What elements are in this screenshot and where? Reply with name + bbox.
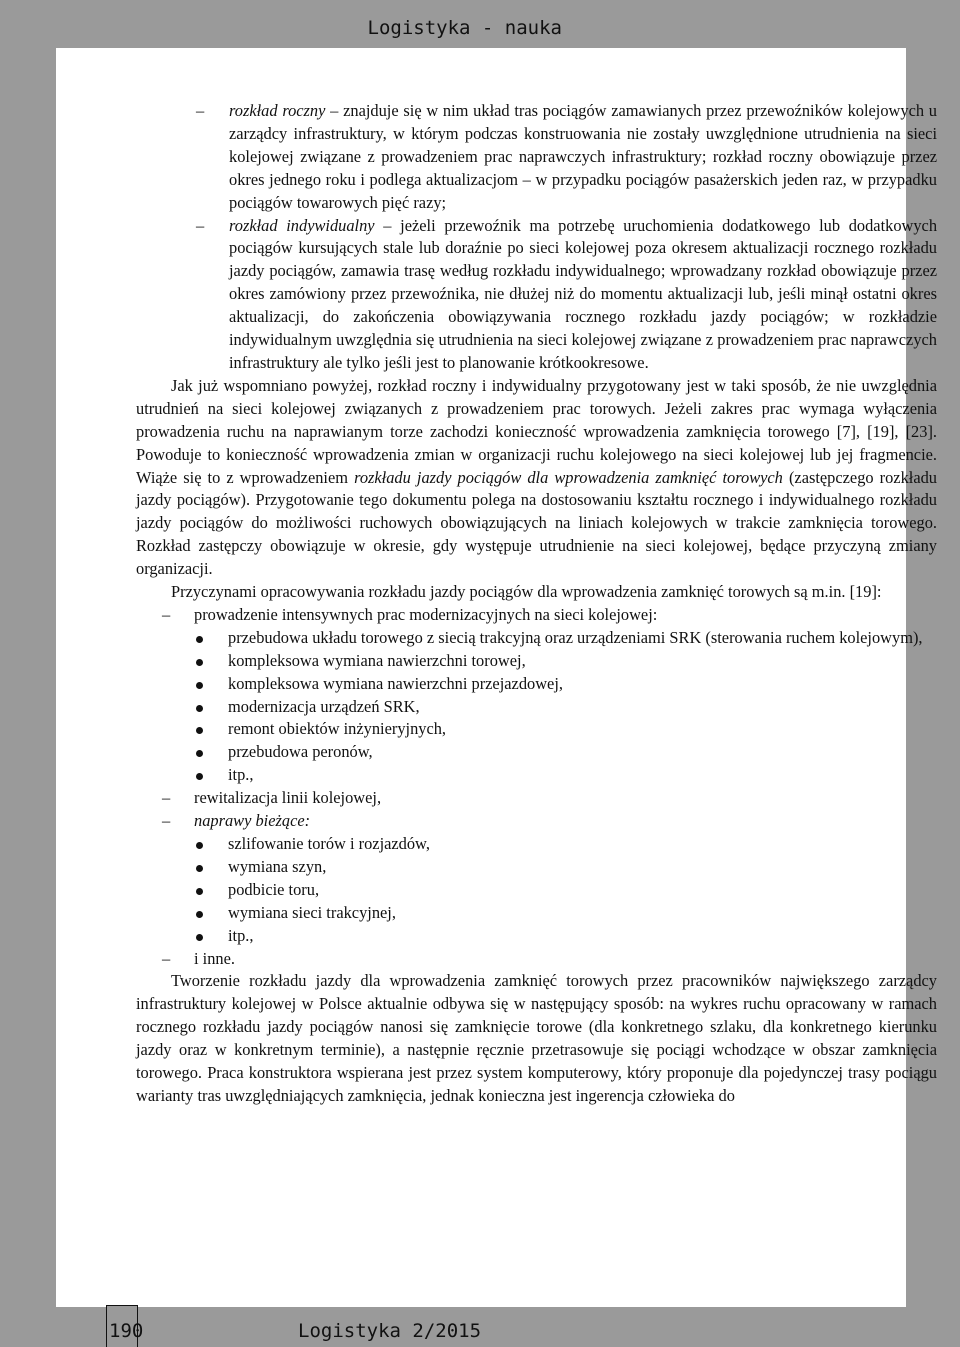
sub-item-text: przebudowa układu torowego z siecią trakcyjną oraz urządzeniami SRK (sterowania ruchem kolejowym), bbox=[228, 627, 923, 647]
sub-item bbox=[136, 902, 937, 925]
bullet-icon bbox=[196, 842, 203, 849]
sub-item-text: itp., bbox=[228, 925, 254, 945]
bullet-icon bbox=[196, 773, 203, 780]
definition-term: rozkład indywidualny bbox=[229, 215, 375, 235]
bullet-icon bbox=[196, 865, 203, 872]
bullet-icon bbox=[196, 750, 203, 757]
definition-separator: – bbox=[374, 215, 401, 235]
paragraph-1 bbox=[136, 375, 937, 581]
sub-item-text: kompleksowa wymiana nawierzchni przejazdowej, bbox=[228, 673, 563, 693]
bullet-icon bbox=[196, 636, 203, 643]
running-header-title: Logistyka - nauka bbox=[367, 17, 562, 39]
sub-item bbox=[136, 718, 937, 741]
definition-term: rozkład roczny bbox=[229, 101, 326, 120]
bullet-icon bbox=[196, 934, 203, 941]
bullet-icon bbox=[196, 659, 203, 666]
definition-separator: – bbox=[325, 101, 344, 120]
sub-item bbox=[136, 833, 937, 856]
bullet-icon bbox=[196, 888, 203, 895]
sub-item-text: wymiana szyn, bbox=[228, 856, 327, 876]
sub-item bbox=[136, 627, 937, 650]
page-number: 190 bbox=[109, 1320, 144, 1342]
sub-item-text: szlifowanie torów i rozjazdów, bbox=[228, 834, 430, 853]
sub-item bbox=[136, 650, 937, 673]
dash-marker: – bbox=[162, 811, 171, 831]
sub-item bbox=[136, 879, 937, 902]
list-item-other bbox=[136, 948, 937, 971]
sub-item-text: wymiana sieci trakcyjnej, bbox=[228, 902, 396, 922]
page bbox=[56, 48, 938, 1307]
paragraph-3: Tworzenie rozkładu jazdy dla wprowadzenia zamknięć torowych przez pracowników największego zarządcy infrastruktury kolejowej w Polsce aktualnie odbywa się w następujący sposób: na wykres ruchu opracowany w ramach rocznego rozkładu jazdy pociągów nanosi się zamknięcie torowe (dla konkretnego szlaku, dla konkretnego kierunku jazdy oraz w konkretnym terminie), a następnie ręcznie przetrasowuje się pociągi wchodzące w obszar zamknięcia torowego. Praca konstruktora wspierana jest przez system komputerowy, który proponuje dla pojedynczej trasy pociągu warianty tras uwzględniających zamknięcia, jednak konieczna jest ingerencja człowieka do bbox=[136, 971, 937, 1105]
dash-marker: – bbox=[162, 604, 171, 624]
sub-item-text: itp., bbox=[228, 765, 254, 785]
paragraph-2: Przyczynami opracowywania rozkładu jazdy pociągów dla wprowadzenia zamknięć torowych są m.in. [19]: bbox=[171, 582, 882, 602]
sub-item bbox=[136, 764, 937, 787]
sub-item bbox=[136, 741, 937, 764]
sub-item-text: modernizacja urządzeń SRK, bbox=[228, 696, 420, 716]
dash-marker: – bbox=[196, 101, 205, 120]
dash-marker: – bbox=[162, 948, 171, 968]
sub-item bbox=[136, 696, 937, 719]
sub-item bbox=[136, 925, 937, 948]
list-item-modernization bbox=[136, 604, 937, 627]
list-item-text: naprawy bieżące: bbox=[194, 811, 311, 831]
article-body bbox=[136, 100, 937, 1108]
dash-marker: – bbox=[196, 215, 205, 235]
sub-item-text: przebudowa peronów, bbox=[228, 742, 373, 762]
bullet-icon bbox=[196, 727, 203, 734]
list-item-text: i inne. bbox=[194, 948, 235, 968]
definition-rozklad-roczny bbox=[136, 100, 937, 215]
bullet-icon bbox=[196, 682, 203, 689]
bullet-icon bbox=[196, 705, 203, 712]
sub-item bbox=[136, 856, 937, 879]
paragraph-1-text-b: (zastępczego rozkładu jazdy pociągów). Przygotowanie tego dokumentu polega na dostosowaniu kształtu rocznego i indywidualnego rozkładu jazdy pociągów do możliwości ruchowych obowiązujących na liniach kolejowych w trakcie zamknięcia torowego. Rozkład zastępczy obowiązuje w okresie, gdy występuje utrudnienie na sieci kolejowej, będące przyczyną zmiany organizacji. bbox=[136, 467, 937, 579]
list-item-repairs bbox=[136, 810, 937, 833]
bullet-icon bbox=[196, 911, 203, 918]
list-item-text: prowadzenie intensywnych prac modernizacyjnych na sieci kolejowej: bbox=[194, 604, 658, 624]
sub-item bbox=[136, 673, 937, 696]
sub-item-text: remont obiektów inżynieryjnych, bbox=[228, 719, 447, 739]
definition-rozklad-indywidualny bbox=[136, 215, 937, 375]
sub-item-text: podbicie toru, bbox=[228, 879, 320, 899]
list-item-revitalization bbox=[136, 787, 937, 810]
paragraph-1-italic: rozkładu jazdy pociągów dla wprowadzenia zamknięć torowych bbox=[354, 467, 783, 487]
sub-item-text: kompleksowa wymiana nawierzchni torowej, bbox=[228, 650, 526, 670]
paragraph-1-text-a: Jak już wspomniano powyżej, rozkład roczny i indywidualny przygotowany jest w taki sposób, że nie uwzględnia utrudnień na sieci kolejowej związanych z prowadzeniem prac torowych. Jeżeli zakres prac wymaga wyłączenia prowadzenia ruchu na naprawianym torze zachodzi konieczność wprowadzenia zamknięcia torowego [7], [19], [23]. Powoduje to konieczność wprowadzenia zmian w organizacji ruchu kolejowego na sieci kolejowej lub jej fragmencie. Wiąże się to z wprowadzeniem bbox=[136, 375, 937, 487]
definition-text: jeżeli przewoźnik ma potrzebę uruchomienia dodatkowego lub dodatkowych pociągów kursujących stale lub doraźnie po sieci kolejowej poza okresem aktualizacji rocznego rozkładu jazdy pociągów, zamawia trasę według rozkładu indywidualnego; wprowadzany rozkład obowiązuje przez okres zamówiony przez przewoźnika, nie dłużej niż do momentu aktualizacji lub, jeśli minął ostatni okres aktualizacji, do zakończenia obowiązywania rocznego rozkładu jazdy pociągów; w rozkładzie indywidualnym uwzględnia się utrudnienia na sieci kolejowej związane z prowadzeniem prac naprawczych infrastruktury ale tylko jeśli jest to planowanie krótkookresowe. bbox=[229, 215, 938, 372]
definition-text: znajduje się w nim układ tras pociągów zamawianych przez przewoźników kolejowych u zarządcy infrastruktury, w którym podczas konstruowania nie zostały uwzględnione utrudnienia na sieci kolejowej związane z prowadzeniem prac naprawczych infrastruktury; rozkład roczny obowiązuje przez okres jednego roku i podlega aktualizacjom – w przypadku pociągów pasażerskich jeden raz, w przypadku pociągów towarowych pięć razy; bbox=[229, 101, 937, 212]
list-item-text: rewitalizacja linii kolejowej, bbox=[194, 788, 382, 808]
dash-marker: – bbox=[162, 788, 171, 808]
footer-journal-title: Logistyka 2/2015 bbox=[298, 1320, 482, 1342]
